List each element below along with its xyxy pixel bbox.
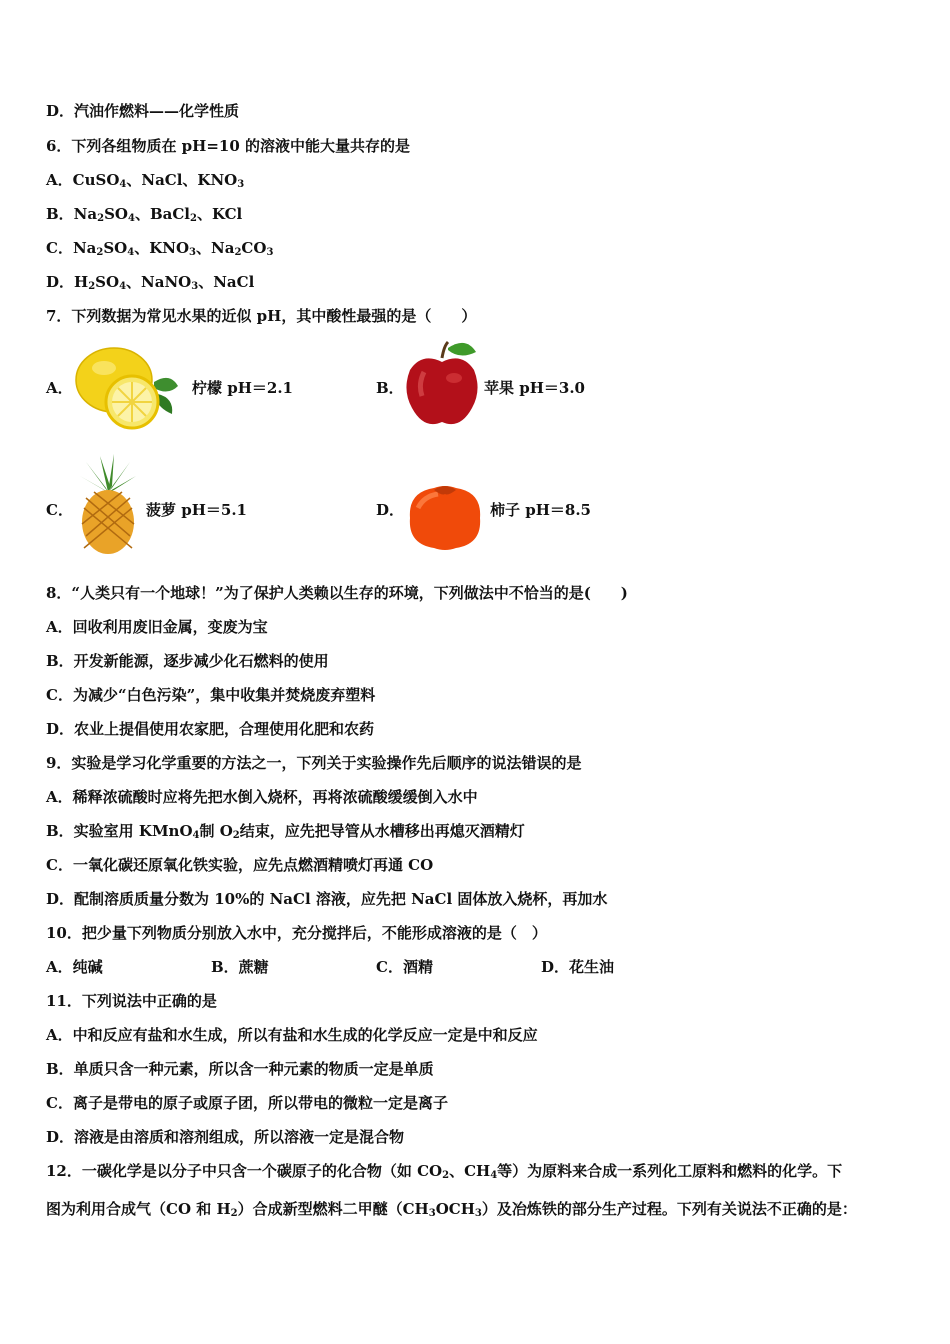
q10-option-c: C．酒精 xyxy=(376,958,433,976)
q11-option-a: A．中和反应有盐和水生成，所以有盐和水生成的化学反应一定是中和反应 xyxy=(46,1026,538,1044)
q9-option-c: C．一氧化碳还原氧化铁实验，应先点燃酒精喷灯再通 CO xyxy=(46,856,434,874)
q7-option-a-label: 柠檬 pH＝2.1 xyxy=(192,379,293,397)
q8-option-c: C．为减少“白色污染”，集中收集并焚烧废弃塑料 xyxy=(46,686,376,704)
q7-option-c-letter: C． xyxy=(46,501,73,519)
q7-option-a-letter: A． xyxy=(46,379,73,397)
q12-stem-line2: 图为利用合成气（CO 和 $H_2$）合成新型燃料二甲醚$(CH_3OCH_3)$及冶炼铁的部分生产过程。下列有关说法不正确的是： xyxy=(46,1200,857,1219)
q6-option-c: C．$Na_2SO_4$、$KNO_3$、$Na_2CO_3$ xyxy=(46,239,274,258)
q7-stem: 7．下列数据为常见水果的近似 pH，其中酸性最强的是（ ） xyxy=(46,307,477,325)
q8-option-a: A．回收利用废旧金属，变废为宝 xyxy=(46,618,268,636)
q9-option-b: B．实验室用 KMnO$_4$制 $O_2$结束，应先把导管从水槽移出再熄灭酒精灯 xyxy=(46,822,525,841)
q6-option-d: D．$H_2SO_4$、NaNO$_3$、NaCl xyxy=(46,273,255,292)
q6-option-b: B．$Na_2SO_4$、BaCl$_2$、KCl xyxy=(46,205,243,224)
q9-option-a: A．稀释浓硫酸时应将先把水倒入烧杯，再将浓硫酸缓缓倒入水中 xyxy=(46,788,478,806)
q8-option-b: B．开发新能源，逐步减少化石燃料的使用 xyxy=(46,652,329,670)
q9-stem: 9．实验是学习化学重要的方法之一，下列关于实验操作先后顺序的说法错误的是 xyxy=(46,754,582,772)
q12-stem-line1: 12．一碳化学是以分子中只含一个碳原子的化合物（如 $CO_2$、$CH_4$等）为原料来合成一系列化工原料和燃料的化学。下 xyxy=(46,1162,843,1181)
q5-option-d: D．汽油作燃料——化学性质 xyxy=(46,102,240,120)
q7-option-c-label: 菠萝 pH＝5.1 xyxy=(146,501,247,519)
q10-stem: 10．把少量下列物质分别放入水中，充分搅拌后，不能形成溶液的是（ ） xyxy=(46,924,547,942)
q11-option-b: B．单质只含一种元素，所以含一种元素的物质一定是单质 xyxy=(46,1060,434,1078)
q7-option-d-letter: D． xyxy=(376,501,405,519)
q11-option-c: C．离子是带电的原子或原子团，所以带电的微粒一定是离子 xyxy=(46,1094,448,1112)
persimmon-icon xyxy=(404,482,486,554)
q11-stem: 11．下列说法中正确的是 xyxy=(46,992,217,1010)
q9-option-d: D．配制溶质质量分数为 10%的 NaCl 溶液，应先把 NaCl 固体放入烧杯，再加水 xyxy=(46,890,608,908)
q7-option-b-letter: B． xyxy=(376,379,404,397)
q11-option-d: D．溶液是由溶质和溶剂组成，所以溶液一定是混合物 xyxy=(46,1128,405,1146)
apple-icon xyxy=(404,338,480,430)
q10-option-a: A．纯碱 xyxy=(46,958,103,976)
q8-stem: 8．“人类只有一个地球！”为了保护人类赖以生存的环境，下列做法中不恰当的是( ) xyxy=(46,584,628,602)
q10-option-b: B．蔗糖 xyxy=(211,958,269,976)
q10-option-d: D．花生油 xyxy=(541,958,615,976)
q7-option-d-label: 柿子 pH＝8.5 xyxy=(490,501,591,519)
q6-stem: 6．下列各组物质在 pH=10 的溶液中能大量共存的是 xyxy=(46,137,410,155)
lemon-icon xyxy=(74,342,186,432)
pineapple-icon xyxy=(74,452,142,556)
q6-option-a: A．CuSO$_4$、NaCl、$KNO_3$ xyxy=(46,171,245,190)
q8-option-d: D．农业上提倡使用农家肥，合理使用化肥和农药 xyxy=(46,720,375,738)
q7-option-b-label: 苹果 pH＝3.0 xyxy=(484,379,585,397)
